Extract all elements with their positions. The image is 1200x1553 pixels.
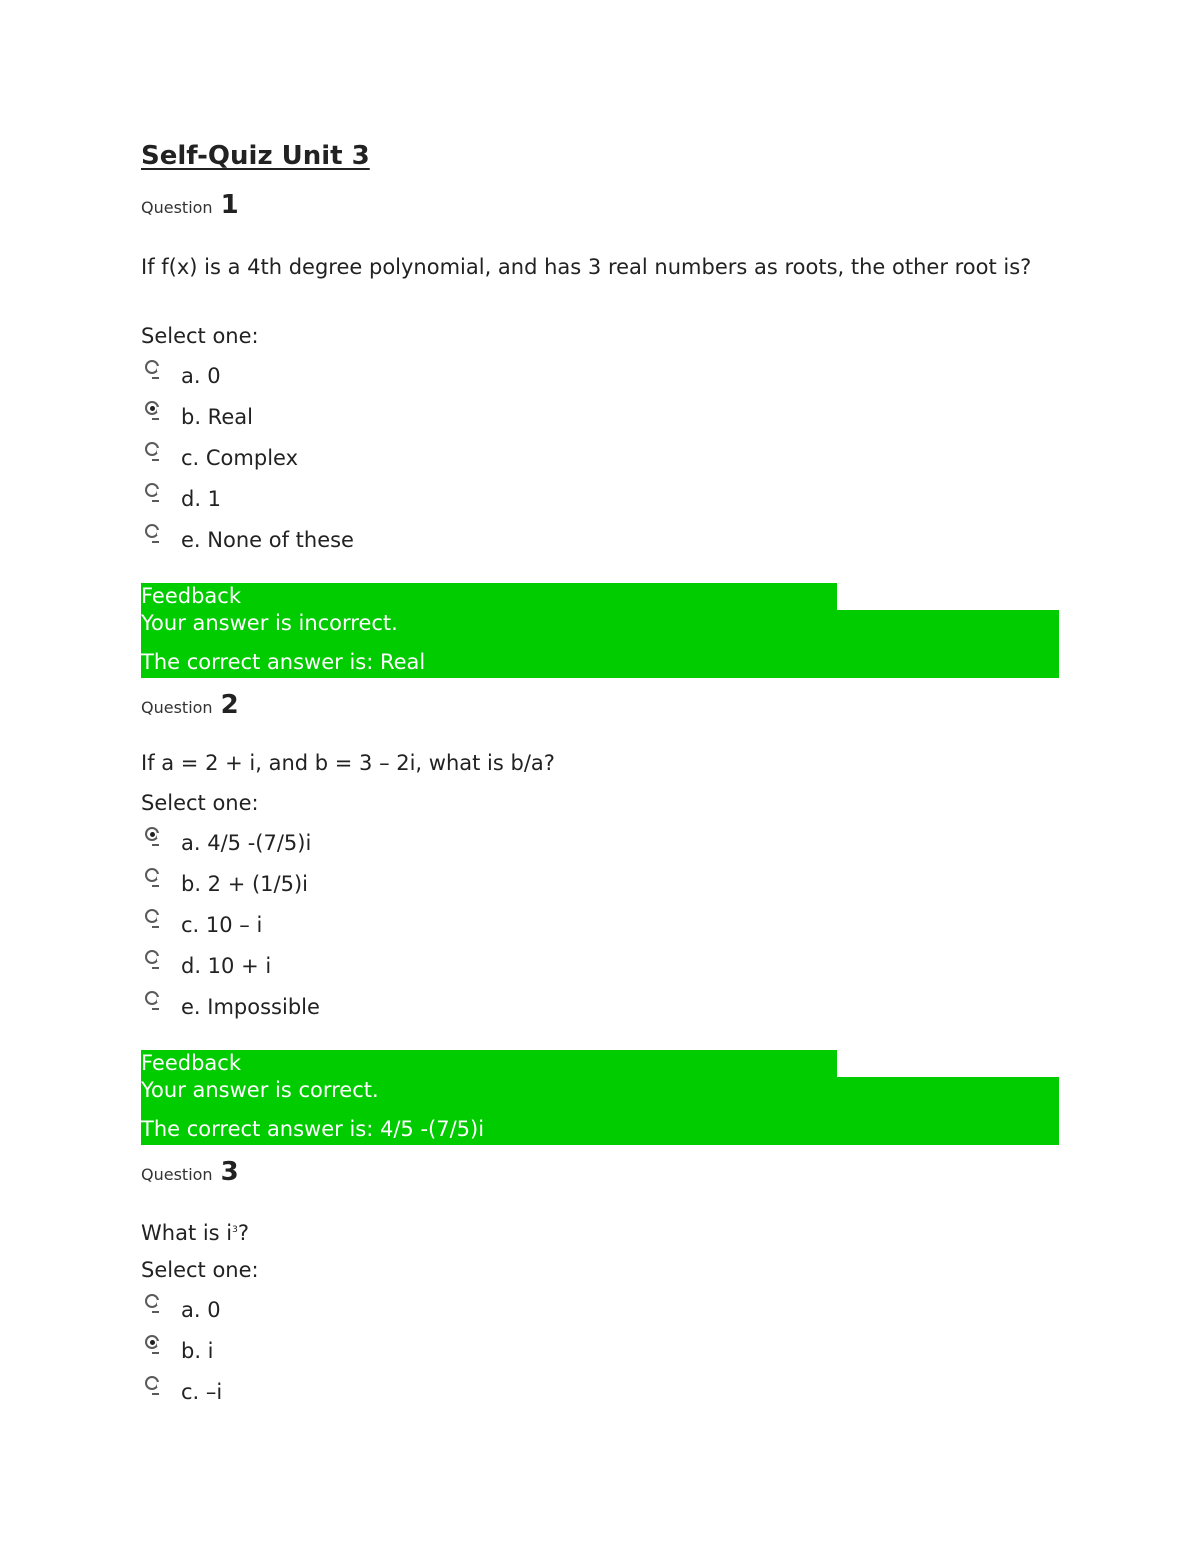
option-c[interactable] [141,442,641,478]
option-d[interactable] [141,950,641,986]
radio-shadow [152,926,159,928]
radio-button-icon[interactable] [145,991,159,1005]
option-label: b. i [181,1339,214,1363]
radio-shadow [152,844,159,846]
feedback-header-bar [141,1050,837,1077]
option-label: b. 2 + (1/5)i [181,872,309,896]
question-header [141,690,239,720]
question-number: 2 [220,690,239,720]
radio-button-icon[interactable] [145,442,159,456]
question-word: Question [141,1165,213,1184]
question-text: If f(x) is a 4th degree polynomial, and has 3 real numbers as roots, the other root is? [141,255,1032,279]
option-label: a. 0 [181,1298,221,1322]
option-label: a. 0 [181,364,221,388]
radio-button-icon[interactable] [145,1294,159,1308]
feedback-box [141,1050,1059,1145]
select-one-label: Select one: [141,791,259,815]
radio-shadow [152,1008,159,1010]
radio-button-icon[interactable] [145,360,159,374]
select-one-label: Select one: [141,324,259,348]
option-b[interactable] [141,401,641,437]
feedback-title: Feedback [141,584,242,608]
option-a[interactable] [141,360,641,396]
radio-button-icon[interactable] [145,483,159,497]
feedback-header-bar [141,583,837,610]
radio-shadow [152,500,159,502]
feedback-status: Your answer is correct. [141,1078,379,1102]
option-a[interactable] [141,827,641,863]
question-header [141,190,239,220]
radio-shadow [152,1352,159,1354]
option-label: a. 4/5 -(7/5)i [181,831,312,855]
option-d[interactable] [141,483,641,519]
radio-button-checked-icon[interactable] [145,1335,159,1349]
select-one-label: Select one: [141,1258,259,1282]
radio-button-icon[interactable] [145,868,159,882]
option-e[interactable] [141,991,641,1027]
option-label: e. None of these [181,528,354,552]
radio-shadow [152,418,159,420]
option-c[interactable] [141,909,641,945]
question-word: Question [141,698,213,717]
radio-button-icon[interactable] [145,909,159,923]
option-b[interactable] [141,868,641,904]
question-text-suffix: ? [237,1221,250,1245]
radio-shadow [152,377,159,379]
option-label: c. Complex [181,446,299,470]
feedback-box [141,583,1059,678]
radio-shadow [152,1393,159,1395]
radio-shadow [152,967,159,969]
radio-button-checked-icon[interactable] [145,827,159,841]
option-b[interactable] [141,1335,641,1371]
feedback-status: Your answer is incorrect. [141,611,398,635]
option-label: d. 1 [181,487,222,511]
question-text-prefix: What is i [141,1221,233,1245]
radio-shadow [152,459,159,461]
radio-shadow [152,885,159,887]
option-label: d. 10 + i [181,954,272,978]
question-text [141,1216,1056,1247]
option-label: c. 10 – i [181,913,263,937]
question-text-superscript: 3 [232,1225,238,1235]
option-a[interactable] [141,1294,641,1330]
question-text: If a = 2 + i, and b = 3 – 2i, what is b/a? [141,751,555,775]
feedback-correct-answer: The correct answer is: Real [141,650,426,674]
feedback-title: Feedback [141,1051,242,1075]
question-number: 1 [220,190,239,220]
feedback-correct-answer: The correct answer is: 4/5 -(7/5)i [141,1117,485,1141]
radio-shadow [152,1311,159,1313]
option-c[interactable] [141,1376,641,1412]
option-label: c. –i [181,1380,223,1404]
option-label: e. Impossible [181,995,320,1019]
question-number: 3 [220,1157,239,1187]
option-label: b. Real [181,405,253,429]
radio-button-icon[interactable] [145,524,159,538]
radio-button-icon[interactable] [145,950,159,964]
option-e[interactable] [141,524,641,560]
radio-shadow [152,541,159,543]
question-word: Question [141,198,213,217]
radio-button-icon[interactable] [145,1376,159,1390]
page-title: Self-Quiz Unit 3 [141,141,370,171]
question-header [141,1157,239,1187]
radio-button-checked-icon[interactable] [145,401,159,415]
